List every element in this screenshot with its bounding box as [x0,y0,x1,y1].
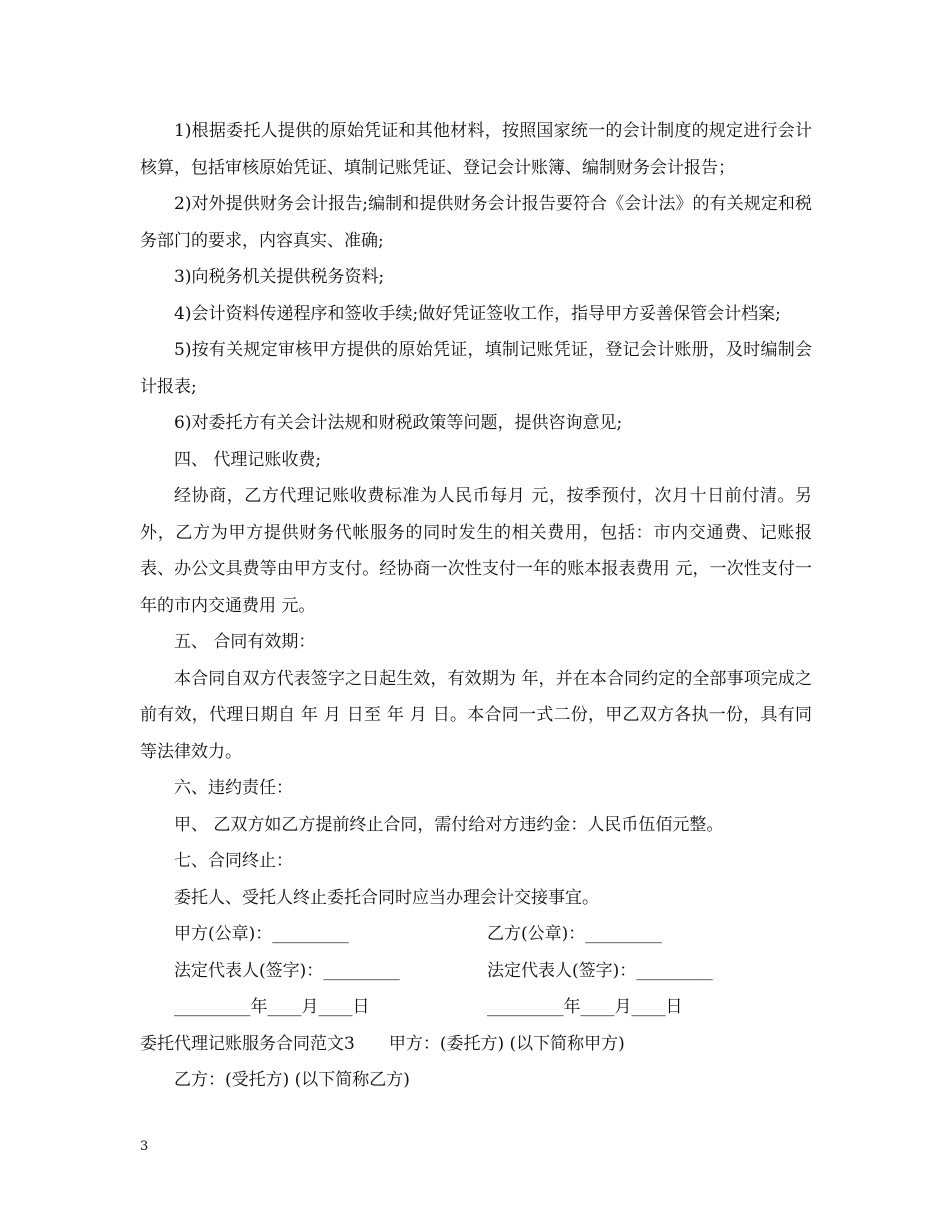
party-b-date-field: _________年____月____日 [487,997,683,1017]
signature-row-seal [140,916,812,953]
paragraph-item-5: 5)按有关规定审核甲方提供的原始凭证，填制记账凭证，登记会计账册，及时编制会计报表; [140,340,812,397]
section-heading-breach: 六、违约责任： [174,778,293,798]
party-a-representative-field: 法定代表人(签字)：_________ [174,960,400,981]
party-b-intro-line: 乙方：(受托方) (以下简称乙方) [174,1070,410,1090]
page-number: 3 [140,1139,149,1154]
party-a-seal-field: 甲方(公章)：_________ [174,924,349,944]
paragraph-item-6: 6)对委托方有关会计法规和财税政策等问题，提供咨询意见; [174,413,623,433]
party-b-representative-field: 法定代表人(签字)：_________ [487,960,713,981]
paragraph-breach: 甲、 乙双方如乙方提前终止合同，需付给对方违约金：人民币伍佰元整。 [174,814,724,835]
document-body [140,113,812,1099]
section-heading-termination: 七、合同终止： [174,851,293,871]
paragraph-term: 本合同自双方代表签字之日起生效，有效期为 年，并在本合同约定的全部事项完成之前有效，代理日期自 年 月 日至 年 月 日。本合同一式二份，甲乙双方各执一份，具有同等法律效力。 [140,668,812,762]
party-b-seal-field: 乙方(公章)：_________ [487,924,662,944]
section-heading-term: 五、 合同有效期： [174,632,316,652]
paragraph-item-3: 3)向税务机关提供税务资料; [174,267,385,287]
paragraph-item-4: 4)会计资料传递程序和签收手续;做好凭证签收工作，指导甲方妥善保管会计档案; [174,303,781,324]
party-a-date-field: _________年____月____日 [174,997,370,1017]
paragraph-item-2: 2)对外提供财务会计报告;编制和提供财务会计报告要符合《会计法》的有关规定和税务部门的要求，内容真实、准确; [140,194,812,251]
section-heading-fees: 四、 代理记账收费; [174,449,322,470]
paragraph-item-1: 1)根据委托人提供的原始凭证和其他材料，按照国家统一的会计制度的规定进行会计核算，包括审核原始凭证、填制记账凭证、登记会计账簿、编制财务会计报告； [140,121,812,178]
paragraph-fees: 经协商，乙方代理记账收费标准为人民币每月 元，按季预付，次月十日前付清。另外，乙方为甲方提供财务代帐服务的同时发生的相关费用，包括：市内交通费、记账报表、办公文具费等由甲方支付。经协商一次性支付一年的账本报表费用 元，一次性支付一年的市内交通费用 元。 [140,486,812,616]
next-contract-title-line: 委托代理记账服务合同范文3 甲方：(委托方) (以下简称甲方) [140,1033,625,1054]
signature-row-representative [140,953,812,990]
signature-row-date [140,989,812,1026]
paragraph-termination: 委托人、受托人终止委托合同时应当办理会计交接事宜。 [174,887,599,908]
